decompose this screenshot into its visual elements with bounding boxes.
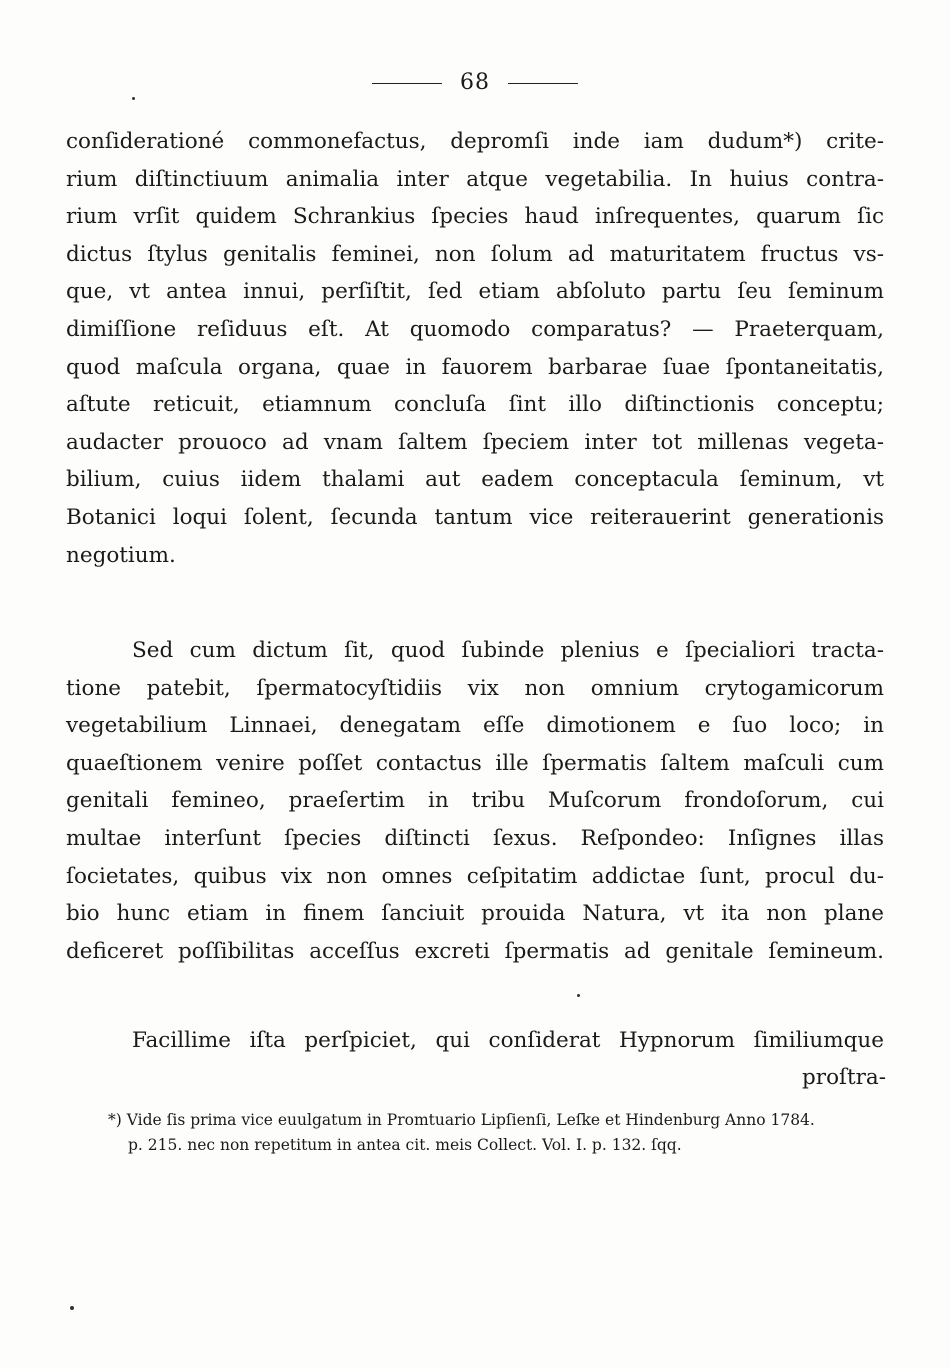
text-line: quaeſtionem venire poſſet contactus ille ſpermatis ſaltem maſculi cum bbox=[66, 750, 884, 776]
text-line: tione patebit, ſpermatocyſtidiis vix non omnium crytogamicorum bbox=[66, 675, 884, 701]
paragraph-1 bbox=[66, 123, 884, 574]
catchword: proſtra- bbox=[802, 1065, 886, 1090]
paragraph-3 bbox=[66, 1022, 884, 1060]
text-line: Botanici loqui ſolent, ſecunda tantum vice reiterauerint generationis bbox=[66, 504, 884, 530]
text-line: negotium. bbox=[66, 542, 176, 568]
text-line: bilium, cuius iidem thalami aut eadem conceptacula ſeminum, vt bbox=[66, 467, 884, 493]
page-header bbox=[0, 70, 950, 95]
text-line: ſocietates, quibus vix non omnes ceſpitatim addictae ſunt, procul du- bbox=[66, 863, 884, 889]
ink-speck bbox=[70, 1306, 74, 1310]
text-line: Facillime iſta perſpiciet, qui conſiderat Hypnorum ſimiliumque bbox=[132, 1028, 884, 1053]
text-line: genitali femineo, praeſertim in tribu Muſcorum frondoſorum, cui bbox=[66, 788, 884, 814]
ink-speck bbox=[132, 97, 135, 100]
footnote-line: p. 215. nec non repetitum in antea cit. meis Collect. Vol. I. p. 132. ſqq. bbox=[128, 1136, 682, 1154]
text-line: rium vrſit quidem Schrankius ſpecies haud inſrequentes, quarum ſic bbox=[66, 204, 884, 230]
text-line: conſiderationé commonefactus, depromſi inde iam dudum*) crite- bbox=[66, 129, 884, 154]
text-line: quod maſcula organa, quae in fauorem barbarae ſuae ſpontaneitatis, bbox=[66, 354, 884, 380]
text-line: deficeret poſſibilitas acceſſus excreti ſpermatis ad genitale ſemineum. bbox=[66, 938, 884, 964]
text-line: bio hunc etiam in finem ſanciuit prouida Natura, vt ita non plane bbox=[66, 901, 884, 927]
text-line: Sed cum dictum ſit, quod ſubinde plenius e ſpecialiori tracta- bbox=[132, 638, 884, 663]
text-line: audacter prouoco ad vnam ſaltem ſpeciem inter tot millenas vegeta- bbox=[66, 429, 884, 455]
header-rule-left bbox=[372, 83, 442, 84]
text-line: vegetabilium Linnaei, denegatam eſſe dimotionem e ſuo loco; in bbox=[66, 713, 884, 739]
footnote bbox=[108, 1108, 890, 1158]
text-line: dimiſſione reſiduus eſt. At quomodo comparatus? — Praeterquam, bbox=[66, 316, 884, 342]
text-line: dictus ſtylus genitalis feminei, non ſolum ad maturitatem fructus vs- bbox=[66, 241, 884, 267]
text-line: aſtute reticuit, etiamnum concluſa ſint illo diſtinctionis conceptu; bbox=[66, 392, 884, 418]
text-line: rium diſtinctiuum animalia inter atque vegetabilia. In huius contra- bbox=[66, 166, 884, 192]
paragraph-2 bbox=[66, 632, 884, 970]
text-line: multae interſunt ſpecies diſtincti ſexus. Reſpondeo: Inſignes illas bbox=[66, 825, 884, 851]
footnote-line: *) Vide ſis prima vice euulgatum in Promtuario Lipſienſi, Leſke et Hindenburg Anno 1784. bbox=[108, 1111, 815, 1129]
ink-speck bbox=[577, 994, 580, 997]
header-rule-right bbox=[508, 83, 578, 84]
page-number: 68 bbox=[460, 70, 490, 95]
text-line: que, vt antea innui, perſiſtit, ſed etiam abſoluto partu ſeu ſeminum bbox=[66, 279, 884, 305]
